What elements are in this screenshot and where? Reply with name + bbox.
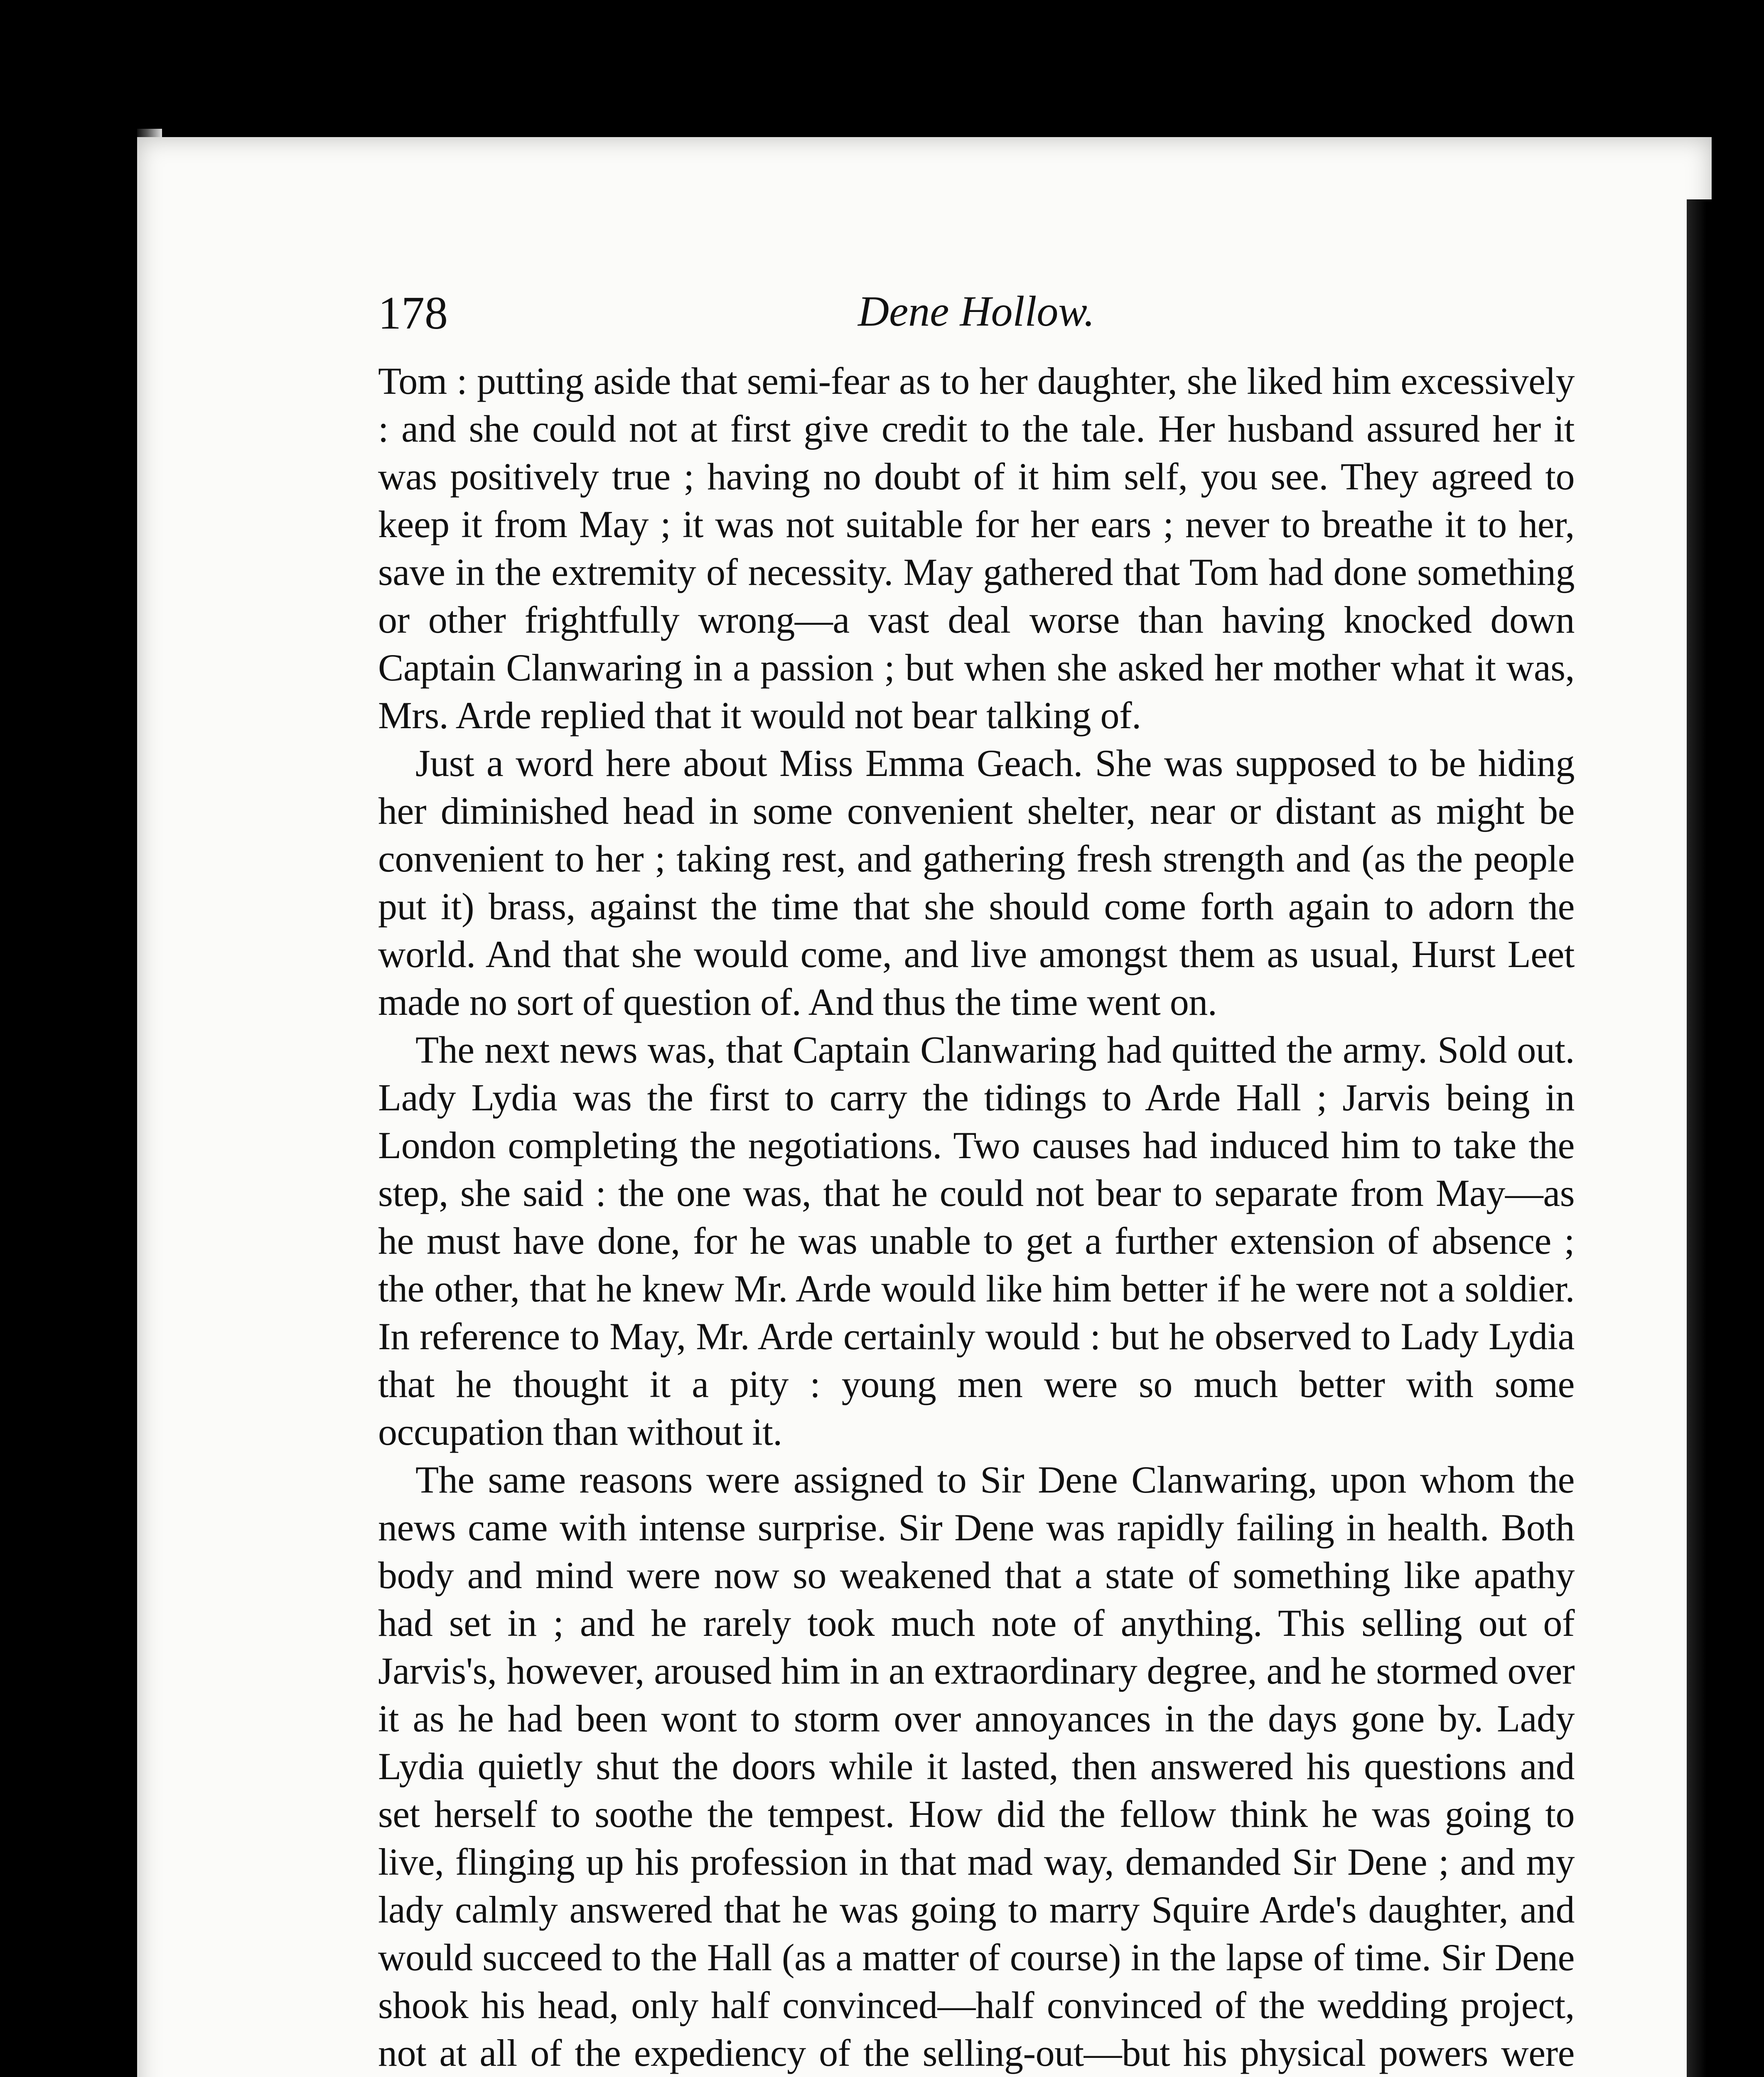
running-title: Dene Hollow. — [858, 287, 1095, 335]
paragraph-4: The same reasons were assigned to Sir Dene Clanwaring, upon whom the news came with intense surprise. Sir Dene was rapidly failing in health. Both body and mind were now so weakened that a state of something like apathy had set in ; and he rarely took much note of anything. This selling out of Jarvis's, however, aroused him in an extraordinary degree, and he stormed over it as he had been wont to storm over annoyances in the days gone by. Lady Lydia quietly shut the doors while it lasted, then answered his questions and set herself to soothe the tempest. How did the fellow think he was going to live, flinging up his profession in that mad way, demanded Sir Dene ; and my lady calmly answered that he was going to marry Squire Arde's daughter, and would succeed to the Hall (as a matter of course) in the lapse of time. Sir Dene shook his head, only half convinced—half convinced of the wedding project, not at all of the expediency of the selling-out—but his physical powers were — [378, 1458, 1575, 2074]
page-content — [378, 287, 1575, 2077]
running-head — [378, 287, 1575, 357]
paragraph-3: The next news was, that Captain Clanwaring had quitted the army. Sold out. Lady Lydia was the first to carry the tidings to Arde Hall ; Jarvis being in London completing the negotiations. Two causes had induced him to take the step, she said : the one was, that he could not bear to separate from May—as he must have done, for he was unable to get a further extension of absence ; the other, that he knew Mr. Arde would like him better if he were not a soldier. In reference to May, Mr. Arde certainly would : but he observed to Lady Lydia that he thought it a pity : young men were so much better with some occupation than without it. — [378, 1029, 1575, 1453]
paragraph-1: Tom : putting aside that semi-fear as to her daughter, she liked him excessively : and she could not at first give credit to the tale. Her husband assured her it was positively true ; having no doubt of it him self, you see. They agreed to keep it from May ; it was not suitable for her ears ; never to breathe it to her, save in the extremity of necessity. May gathered that Tom had done something or other frightfully wrong—a vast deal worse than having knocked down Captain Clanwaring in a passion ; but when she asked her mother what it was, Mrs. Arde replied that it would not bear talking of. — [378, 360, 1575, 737]
page-edge-shadow — [1687, 199, 1720, 2077]
paragraph-2: Just a word here about Miss Emma Geach. She was supposed to be hiding her diminished head in some convenient shelter, near or distant as might be convenient to her ; taking rest, and gathering fresh strength and (as the people put it) brass, against the time that she should come forth again to adorn the world. And that she would come, and live amongst them as usual, Hurst Leet made no sort of question of. And thus the time went on. — [378, 742, 1575, 1023]
page-number: 178 — [378, 287, 448, 339]
